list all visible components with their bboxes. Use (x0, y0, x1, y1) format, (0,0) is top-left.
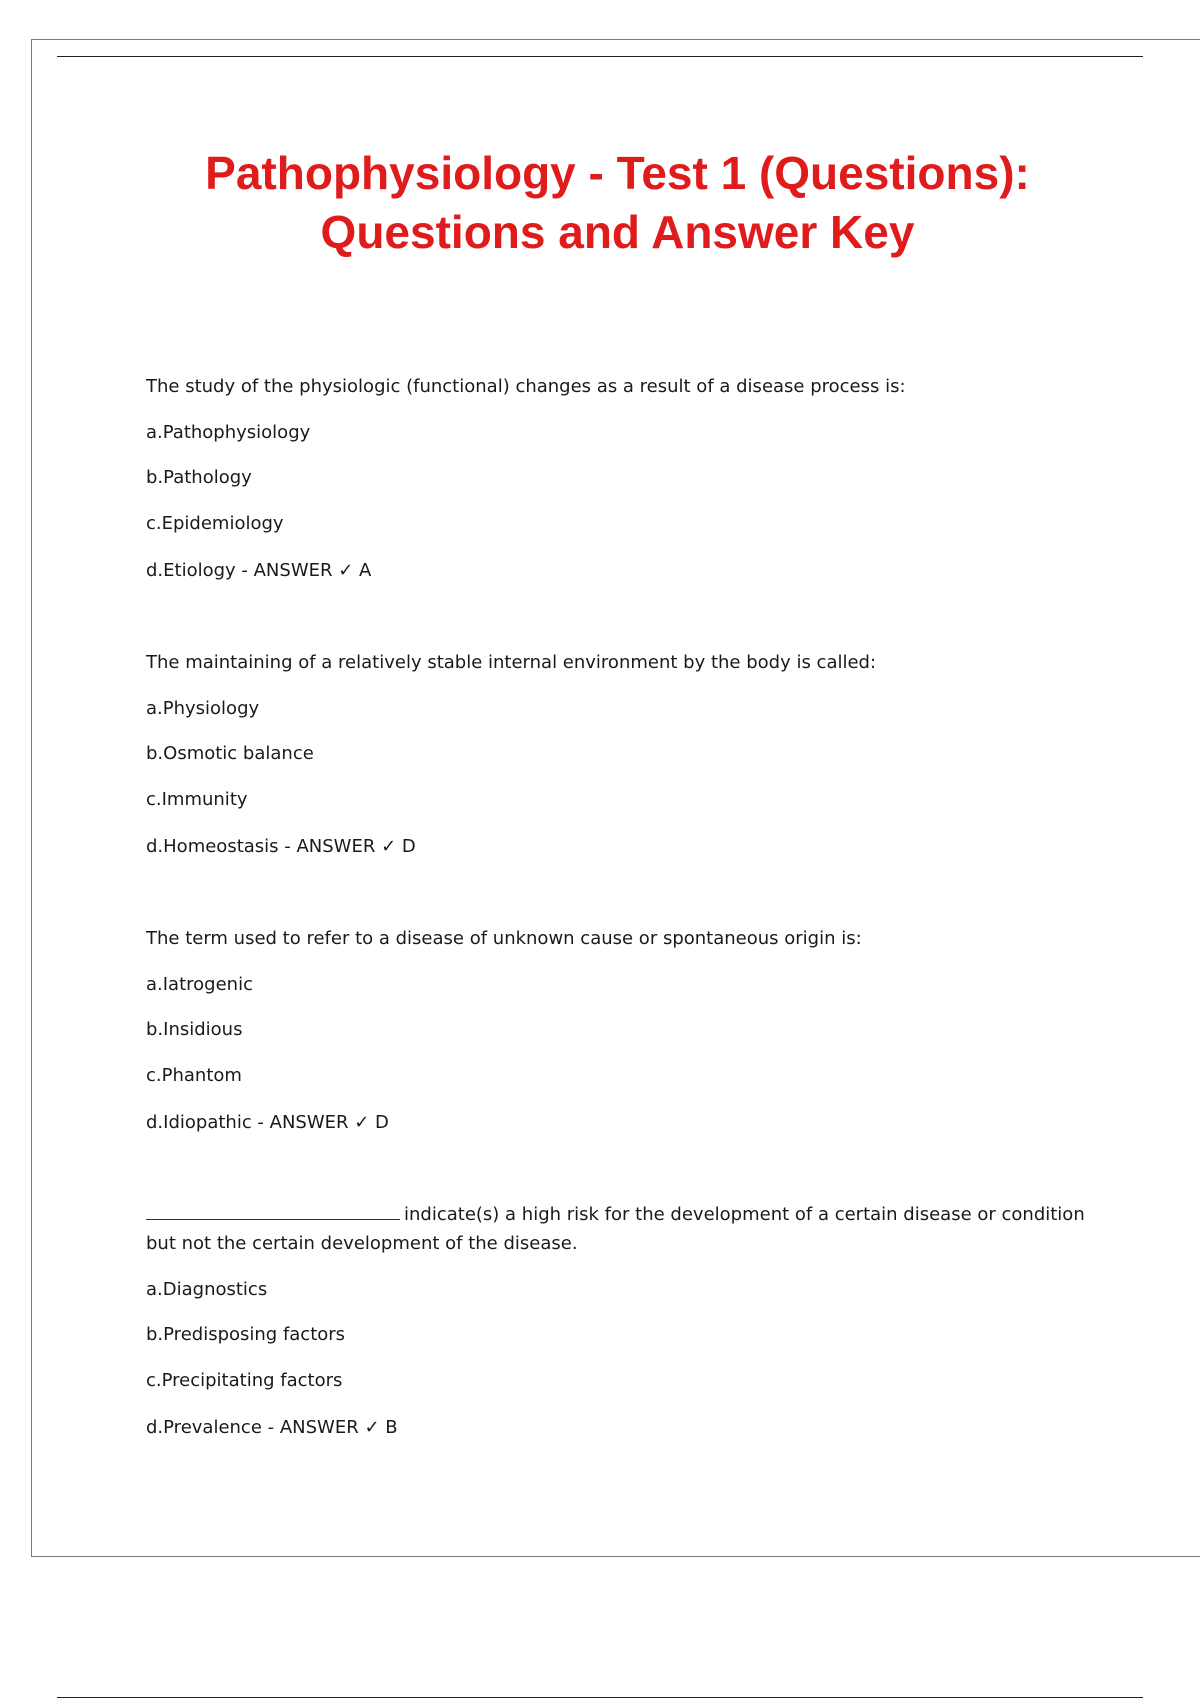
document-title (60, 144, 1175, 262)
option-d-with-answer: d.Etiology - ANSWER ✓ A (146, 560, 372, 581)
option-d-with-answer: d.Prevalence - ANSWER ✓ B (146, 1417, 398, 1438)
questions-list (146, 372, 1096, 1476)
option-c: c.Immunity (146, 788, 248, 810)
question-text (146, 1200, 1096, 1258)
title-line-2: Questions and Answer Key (320, 206, 915, 258)
footer-rule (57, 1697, 1143, 1698)
option-d-with-answer: d.Idiopathic - ANSWER ✓ D (146, 1112, 389, 1133)
question-2 (146, 648, 1096, 924)
option-a: a.Diagnostics (146, 1278, 268, 1300)
title-line-1: Pathophysiology - Test 1 (Questions): (205, 147, 1030, 199)
question-3 (146, 924, 1096, 1200)
header-rule (57, 56, 1143, 57)
question-text-line-1: indicate(s) a high risk for the development of a certain disease or condition (404, 1204, 1085, 1225)
option-c: c.Epidemiology (146, 512, 284, 534)
option-b: b.Insidious (146, 1019, 243, 1040)
question-text: The maintaining of a relatively stable internal environment by the body is called: (146, 652, 877, 673)
question-text: The study of the physiologic (functional) changes as a result of a disease process is: (146, 376, 906, 397)
question-text: The term used to refer to a disease of unknown cause or spontaneous origin is: (146, 928, 862, 949)
question-1 (146, 372, 1096, 648)
option-b: b.Osmotic balance (146, 743, 314, 764)
option-d-with-answer: d.Homeostasis - ANSWER ✓ D (146, 836, 416, 857)
question-4 (146, 1200, 1096, 1476)
option-a: a.Pathophysiology (146, 421, 311, 443)
option-a: a.Physiology (146, 697, 260, 719)
option-c: c.Precipitating factors (146, 1369, 343, 1391)
option-a: a.Iatrogenic (146, 973, 253, 995)
option-c: c.Phantom (146, 1064, 242, 1086)
question-text-line-2: but not the certain development of the disease. (146, 1233, 578, 1254)
option-b: b.Predisposing factors (146, 1324, 346, 1345)
option-b: b.Pathology (146, 467, 252, 488)
fill-in-blank (146, 1200, 400, 1220)
